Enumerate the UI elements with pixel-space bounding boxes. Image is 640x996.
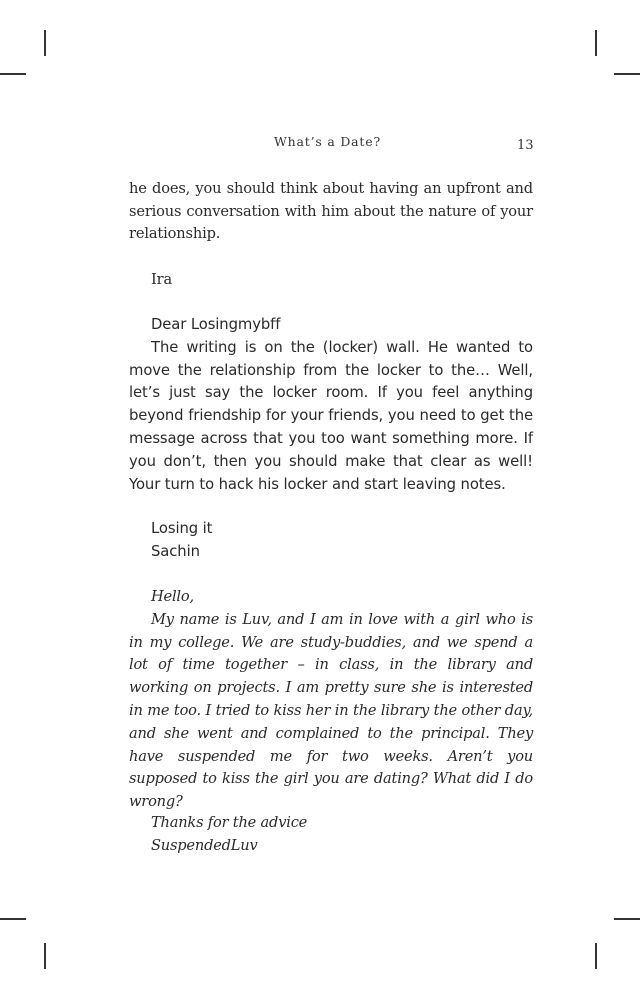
crop-mark-bottom-right-horizontal	[614, 918, 640, 920]
reply-continuation-text: he does, you should think about having an upfront and serious conversation with him about the nature of your relationship.	[129, 180, 533, 243]
running-head: What’s a Date?	[274, 134, 381, 149]
reply-two-signature: Sachin	[151, 542, 200, 560]
letter-three-signoff: Thanks for the advice	[151, 814, 308, 831]
letter-three-signature: SuspendedLuv	[151, 836, 258, 854]
letter-three-salutation: Hello,	[151, 588, 194, 605]
reply-signature-block	[129, 269, 533, 292]
reply-two-closing	[129, 518, 533, 564]
crop-mark-bottom-left-horizontal	[0, 918, 26, 920]
letter-three-closing	[129, 812, 533, 858]
reply-signature: Ira	[151, 271, 172, 288]
crop-mark-bottom-left-vertical	[44, 943, 46, 969]
letter-three	[129, 586, 533, 814]
reply-two	[129, 314, 533, 496]
crop-mark-top-left-vertical	[44, 30, 46, 56]
letter-three-body: My name is Luv, and I am in love with a girl who is in my college. We are study-buddies, and we spend a lot of time together – in class, in the library and working on projects. I am pretty sure she is interested in me too. I tried to kiss her in the library the other day, and she went and complained to the principal. They have suspended me for two weeks. Aren’t you supposed to kiss the girl you are dating? What did I do wrong?	[129, 610, 533, 811]
reply-two-salutation: Dear Losingmybff	[151, 316, 281, 333]
reply-two-signoff: Losing it	[151, 520, 213, 537]
crop-mark-bottom-right-vertical	[595, 943, 597, 969]
reply-two-body: The writing is on the (locker) wall. He wanted to move the relationship from the locker to the… Well, let’s just say the locker room. If you feel anything beyond friendship for your friends, you need to get the message across that you too want something more. If you don’t, then you should make that clear as well! Your turn to hack his locker and start leaving notes.	[129, 338, 533, 493]
reply-continuation	[129, 178, 533, 246]
crop-mark-top-left-horizontal	[0, 73, 26, 75]
crop-mark-top-right-vertical	[595, 30, 597, 56]
page-number: 13	[517, 138, 534, 153]
crop-mark-top-right-horizontal	[614, 73, 640, 75]
